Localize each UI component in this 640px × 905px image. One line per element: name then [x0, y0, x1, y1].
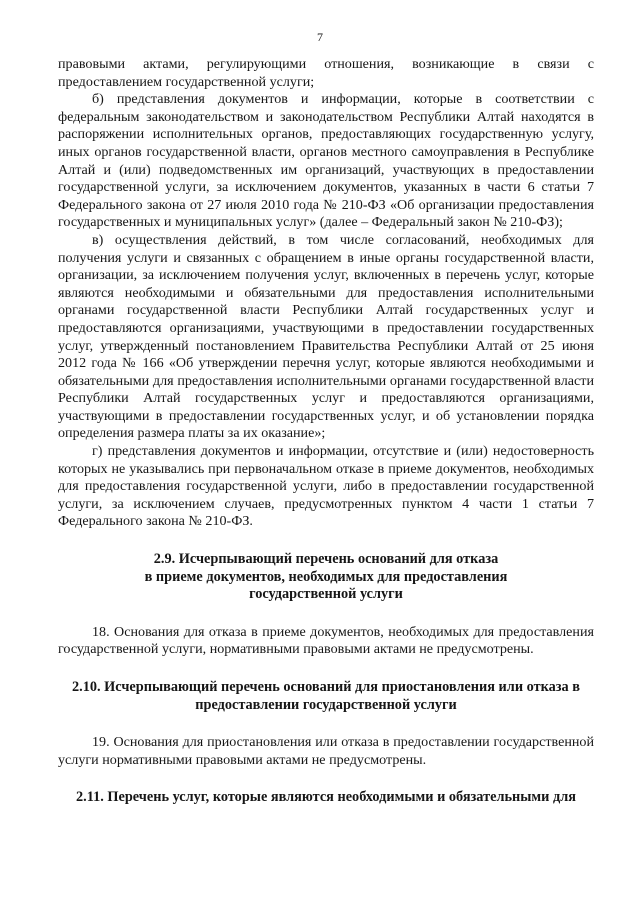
paragraph-continuation: правовыми актами, регулирующими отношения, возникающие в связи с предоставлением государственной услуги; — [58, 56, 594, 90]
paragraph-19: 19. Основания для приостановления или отказа в предоставлении государственной услуги нормативными правовыми актами не предусмотрены. — [58, 734, 594, 768]
section-heading-2-9-line2: в приеме документов, необходимых для предоставления — [144, 568, 508, 585]
section-heading-2-11 — [58, 789, 594, 807]
section-heading-2-10-line2: предоставлении государственной услуги — [195, 696, 457, 713]
section-heading-2-9 — [58, 551, 594, 604]
section-heading-2-9-line1: 2.9. Исчерпывающий перечень оснований для отказа — [153, 551, 499, 568]
paragraph-item-b: б) представления документов и информации, которые в соответствии с федеральным законодательством и законодательством Республики Алтай находятся в распоряжении исполнительных органов, предоставляющих государственную услугу, иных органов государственной власти, органов местного самоуправления в Республике Алтай и (или) подведомственных им организаций, участвующих в предоставлении государственной услуги, за исключением документов, указанных в части 6 статьи 7 Федерального закона от 27 июля 2010 года № 210-ФЗ «Об организации предоставления государственных и муниципальных услуг» (далее – Федеральный закон № 210-ФЗ); — [58, 91, 594, 231]
paragraph-item-g: г) представления документов и информации, отсутствие и (или) недостоверность которых не указывались при первоначальном отказе в приеме документов, необходимых для предоставления государственной услуги, либо в предоставлении государственной услуги, за исключением случаев, предусмотренных пунктом 4 части 1 статьи 7 Федерального закона № 210-ФЗ. — [58, 443, 594, 530]
section-heading-2-10 — [58, 679, 594, 714]
paragraph-18: 18. Основания для отказа в приеме документов, необходимых для предоставления государственной услуги, нормативными правовыми актами не предусмотрены. — [58, 623, 594, 658]
page-content — [58, 56, 594, 807]
section-heading-2-10-line1: 2.10. Исчерпывающий перечень оснований для приостановления или отказа в — [72, 679, 580, 695]
section-heading-2-11-line1: 2.11. Перечень услуг, которые являются необходимыми и обязательными для — [76, 789, 576, 806]
page-number: 7 — [317, 30, 323, 44]
paragraph-item-v: в) осуществления действий, в том числе согласований, необходимых для получения услуги и связанных с обращением в иные органы государственной власти, организации, за исключением получения услуг, включенных в перечень услуг, которые являются необходимыми и обязательными для предоставления исполнительными органами государственной власти Республики Алтай государственных услуг и предоставляются организациями, участвующими в предоставлении государственных услуг, утвержденный постановлением Правительства Республики Алтай от 25 июня 2012 года № 166 «Об утверждении перечня услуг, которые являются необходимыми и обязательными для предоставления исполнительными органами государственной власти Республики Алтай государственных услуг и предоставляются организациями, участвующими в предоставлении государственных услуг, и об установлении порядка определения размера платы за их оказание»; — [58, 231, 594, 442]
section-heading-2-9-line3: государственной услуги — [249, 586, 403, 603]
